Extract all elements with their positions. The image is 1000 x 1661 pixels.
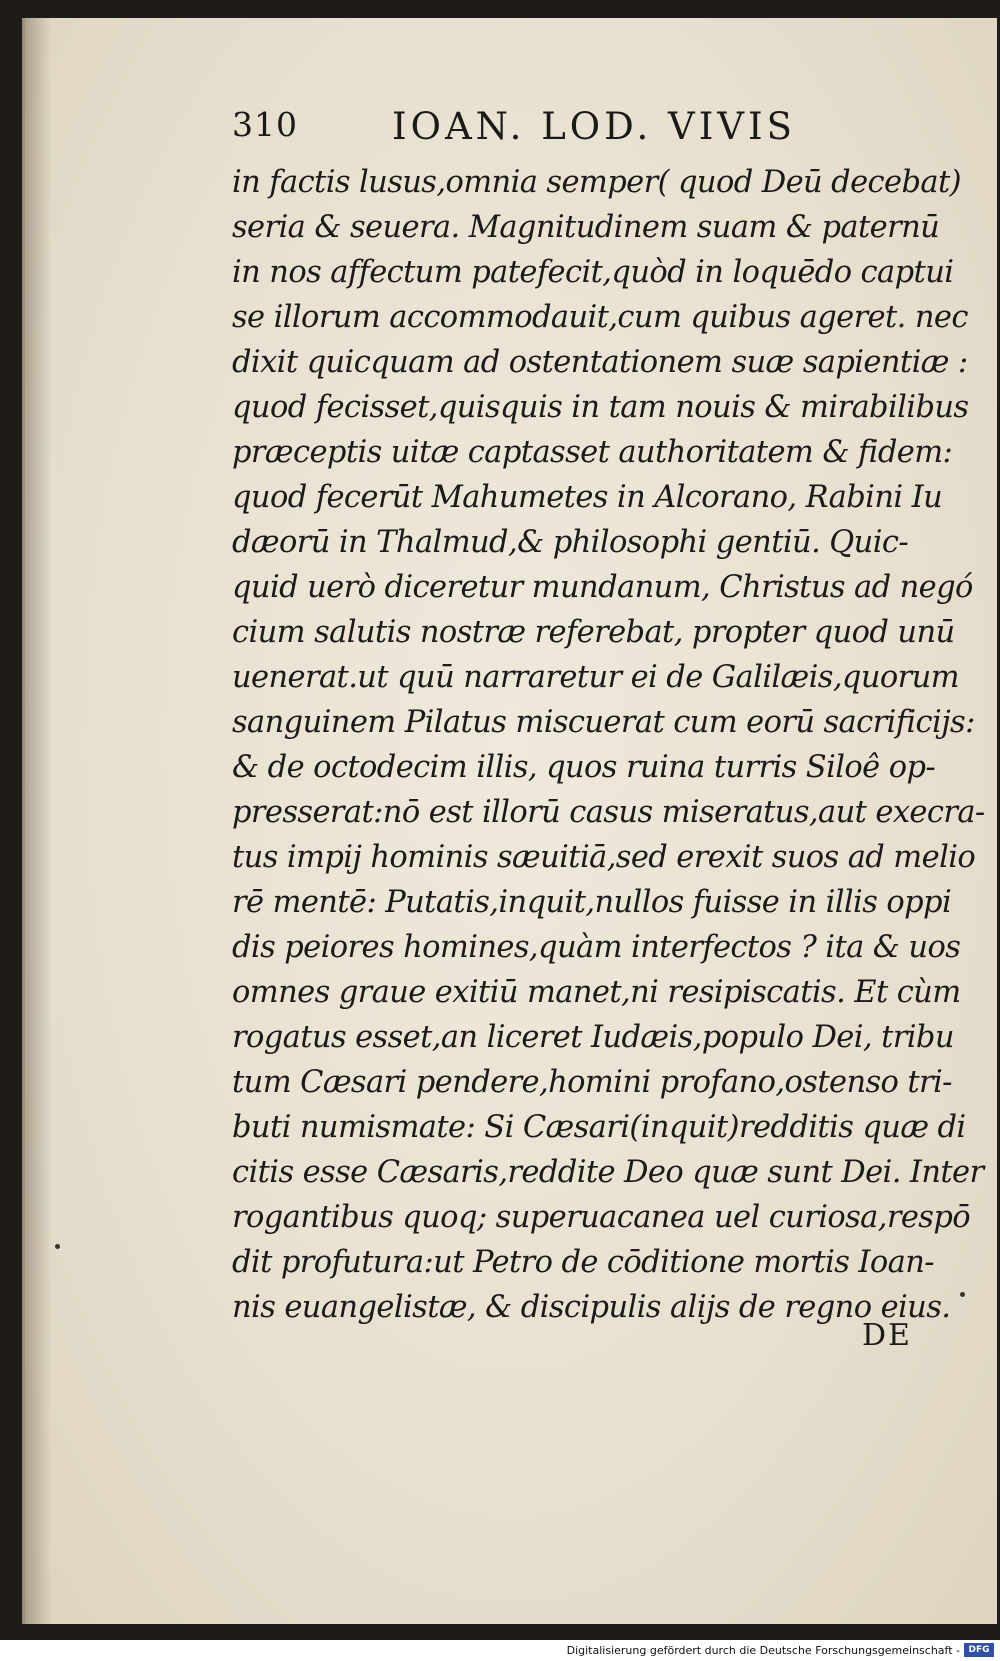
- text-line: seria & seuera. Magnitudinem suam & paternū: [232, 210, 940, 245]
- gutter-shadow: [22, 18, 52, 1624]
- running-head: [232, 105, 912, 148]
- text-line: se illorum accommodauit,cum quibus ageret. nec: [232, 300, 968, 335]
- text-line: dæorū in Thalmud,& philosophi gentiū. Quic-: [232, 525, 909, 560]
- text-line: & de octodecim illis, quos ruina turris Siloê op-: [232, 750, 936, 785]
- text-line: rogantibus quoq; superuacanea uel curiosa,respō: [232, 1200, 971, 1235]
- body-text: [232, 160, 985, 1330]
- text-line: præceptis uitæ captasset authoritatem & fidem:: [232, 435, 953, 470]
- text-line: rē mentē: Putatis,inquit,nullos fuisse in illis oppi: [232, 885, 952, 920]
- funding-credit: Digitalisierung gefördert durch die Deutsche Forschungsgemeinschaft -: [566, 1644, 960, 1657]
- text-line: quid uerò diceretur mundanum, Christus ad negó: [232, 570, 973, 605]
- text-line: in factis lusus,omnia semper( quod Deū decebat): [232, 165, 961, 200]
- text-line: quod fecerūt Mahumetes in Alcorano, Rabini Iu: [232, 480, 943, 515]
- ink-speck: [55, 1244, 60, 1249]
- text-line: dit profutura:ut Petro de cōditione mortis Ioan-: [232, 1245, 934, 1280]
- text-line: buti numismate: Si Cæsari(inquit)redditis quæ di: [232, 1110, 966, 1145]
- ink-speck: [960, 1292, 965, 1297]
- text-line: rogatus esset,an liceret Iudæis,populo Dei, tribu: [232, 1020, 954, 1055]
- text-line: nis euangelistæ, & discipulis alijs de regno eius.: [232, 1290, 951, 1325]
- page-number: 310: [232, 105, 298, 144]
- text-line: tus impij hominis sæuitiā,sed erexit suos ad melio: [232, 840, 976, 875]
- text-line: uenerat.ut quū narraretur ei de Galilæis,quorum: [232, 660, 960, 695]
- text-line: dixit quicquam ad ostentationem suæ sapientiæ :: [232, 345, 968, 380]
- text-line: dis peiores homines,quàm interfectos ? ita & uos: [232, 930, 961, 965]
- running-title: IOAN. LOD. VIVIS: [392, 105, 796, 148]
- catchword: DE: [862, 1318, 912, 1353]
- text-line: presserat:nō est illorū casus miseratus,aut execra-: [232, 795, 985, 830]
- dfg-logo: DFG: [964, 1643, 994, 1657]
- text-line: in nos affectum patefecit,quòd in loquēdo captui: [232, 255, 954, 290]
- footer-bar: [0, 1640, 1000, 1661]
- text-line: sanguinem Pilatus miscuerat cum eorū sacrificijs:: [232, 705, 975, 740]
- text-line: omnes graue exitiū manet,ni resipiscatis. Et cùm: [232, 975, 961, 1010]
- text-line: cium salutis nostræ referebat, propter quod unū: [232, 615, 955, 650]
- text-line: tum Cæsari pendere,homini profano,ostenso tri-: [232, 1065, 952, 1100]
- text-line: citis esse Cæsaris,reddite Deo quæ sunt Dei. Inter: [232, 1155, 984, 1190]
- text-line: quod fecisset,quisquis in tam nouis & mirabilibus: [232, 390, 969, 425]
